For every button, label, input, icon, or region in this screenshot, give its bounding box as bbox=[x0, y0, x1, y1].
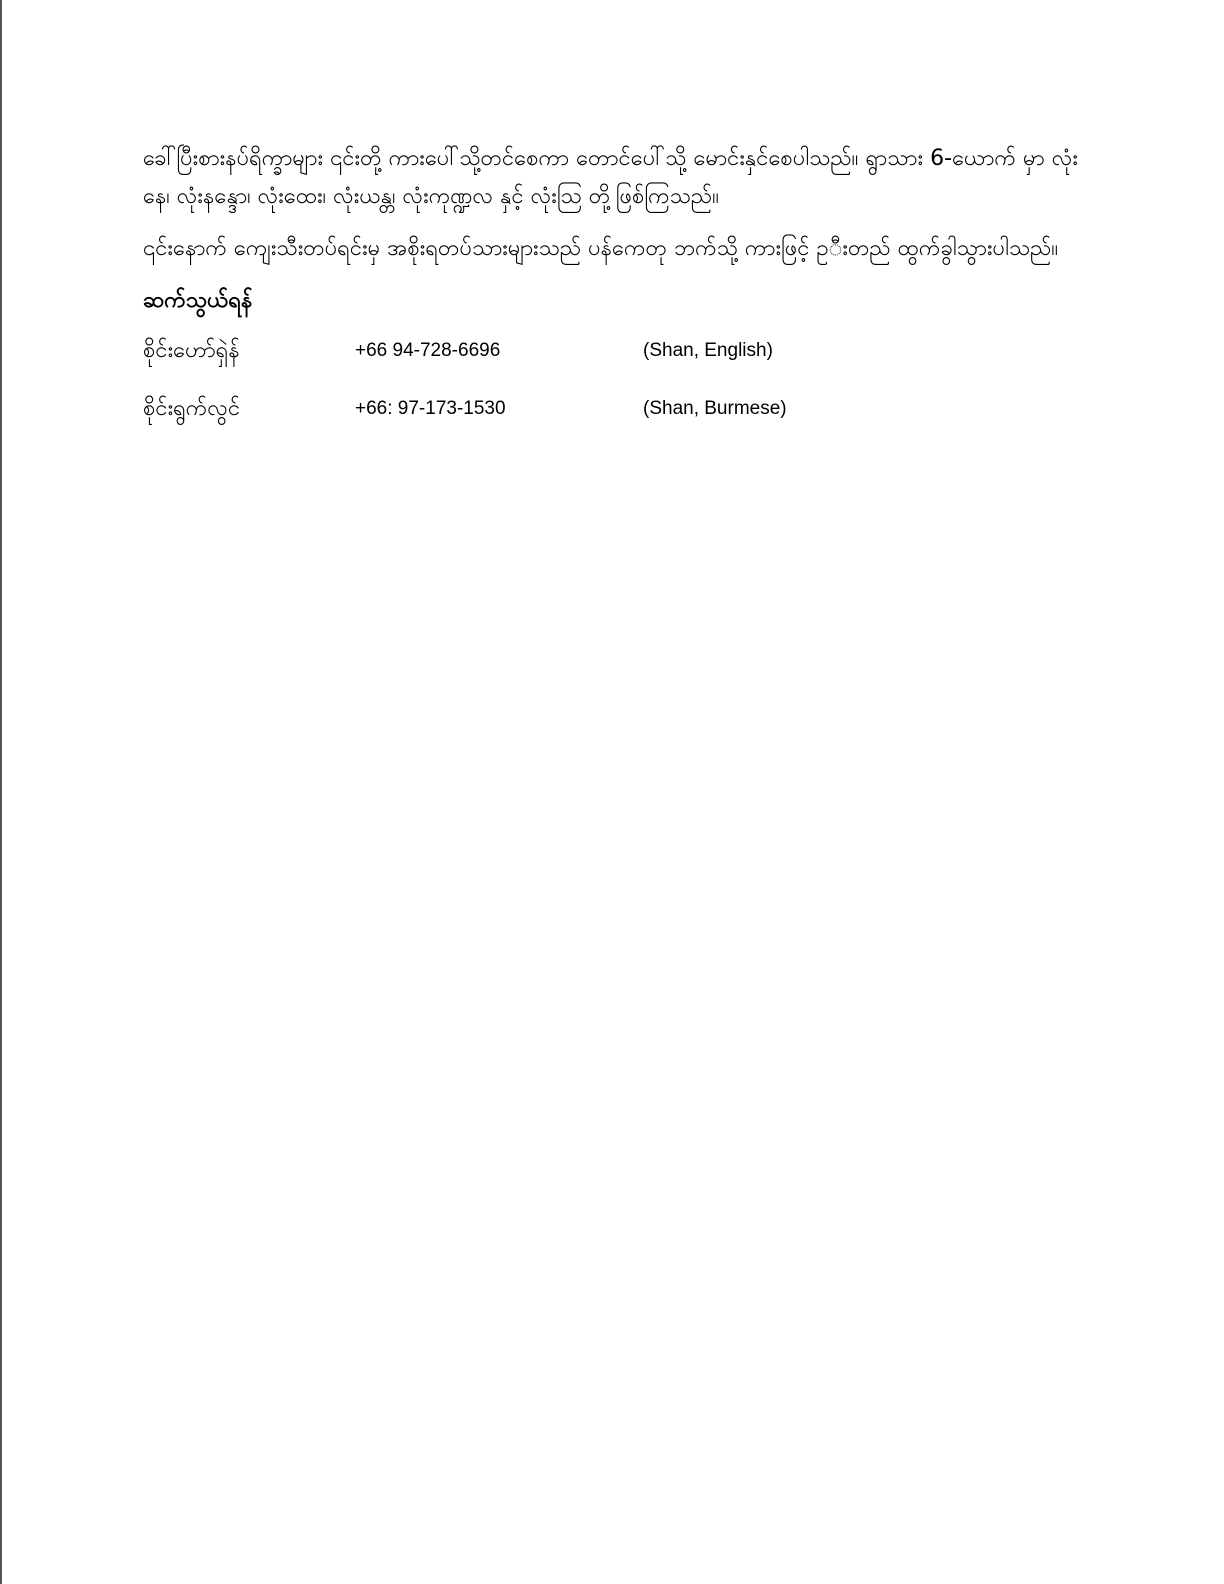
contact-heading: ဆက်သွယ်ရန် bbox=[143, 288, 253, 313]
contact-languages: (Shan, English) bbox=[643, 340, 773, 361]
document-body bbox=[143, 140, 1078, 448]
contact-row bbox=[143, 332, 1078, 390]
contact-row bbox=[143, 390, 1078, 448]
contact-languages: (Shan, Burmese) bbox=[643, 398, 787, 419]
paragraph-2: ၎င်းနောက် ကျေးသီးတပ်ရင်းမှ အစိုးရတပ်သားများသည် ပန်ကေတု ဘက်သို့ ကားဖြင့် ဥ◌ီးတည် ထွက်ခွါသွားပါသည်။ bbox=[143, 236, 1059, 261]
contact-name: စိုင်းရွက်လွင် bbox=[143, 396, 241, 421]
contact-phone: +66 94-728-6696 bbox=[355, 340, 501, 361]
contact-phone: +66: 97-173-1530 bbox=[355, 398, 506, 419]
contact-name: စိုင်းဟော်ရှဲန် bbox=[143, 338, 240, 363]
page-border bbox=[0, 0, 2, 1584]
paragraph-1: ခေါ်ပြီးစားနပ်ရိက္ခာများ ၎င်းတို့ ကားပေါ်သို့တင်စေကာ တောင်ပေါ်သို့ မောင်းနှင်စေပါသည်။ ရွာသား 6-ယောက် မှာ လုံးနေ၊ လုံးနန္ဒော၊ လုံးထေး၊ လုံးယန္တ၊ လုံးကုဏ္ဍလ နှင့် လုံးသြ တို့ဖြစ်ကြသည်။ bbox=[143, 146, 1078, 209]
